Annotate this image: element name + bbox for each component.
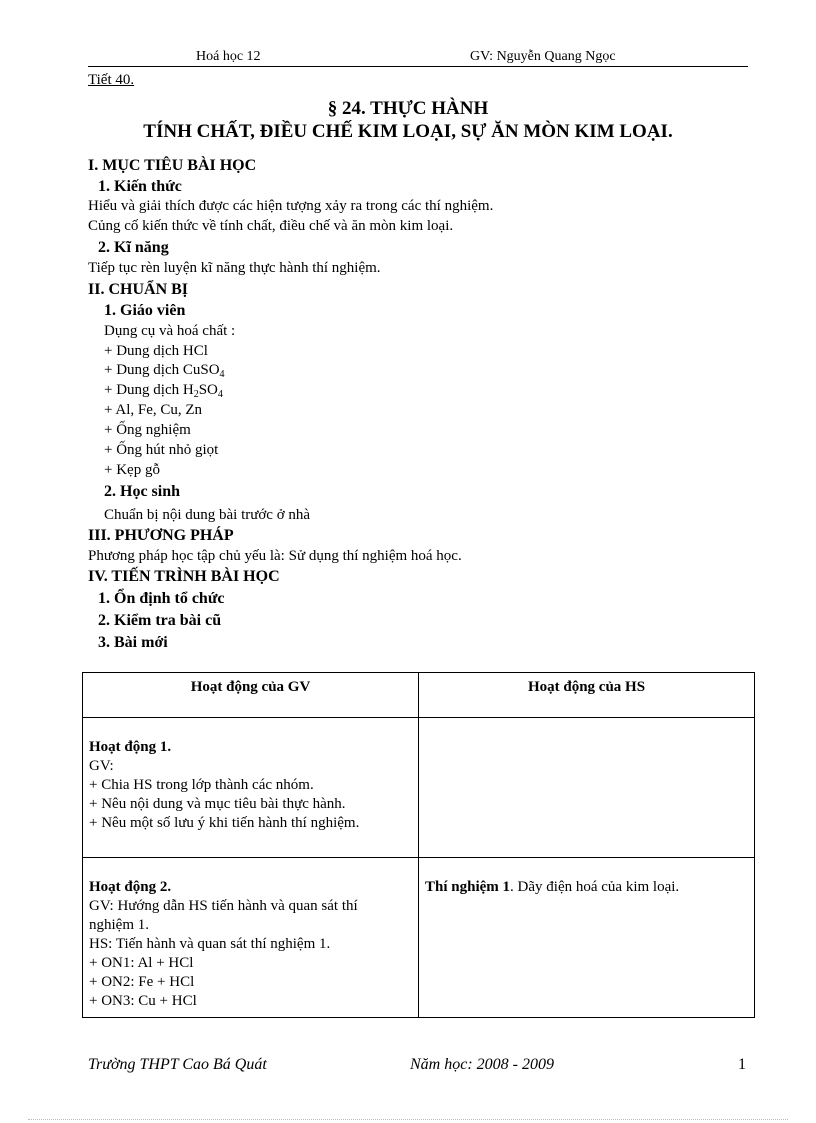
experiment-1-label: Thí nghiệm 1 [425,879,511,895]
supply-item: + Dung dịch HCl [104,343,208,359]
section3-line: Phương pháp học tập chủ yếu là: Sử dụng thí nghiệm hoá học. [88,548,462,564]
supply-item: + Ống nghiệm [104,422,191,438]
header-teacher: GV: Nguyễn Quang Ngọc [470,49,616,64]
supply-item: + Dung dịch $H_2SO_4$ [104,382,223,400]
section4-step: 2. Kiểm tra bài cũ [98,612,222,629]
section2-intro: Dụng cụ và hoá chất : [104,323,236,339]
row1-line: GV: [89,758,114,774]
page-bottom-divider [28,1119,788,1120]
table-row [83,858,755,1018]
row1-line: + Chia HS trong lớp thành các nhóm. [89,777,314,793]
section1-line: Củng cố kiến thức về tính chất, điều chế và ăn mòn kim loại. [88,218,454,234]
row2-gv-cell [83,858,419,1018]
footer-school: Trường THPT Cao Bá Quát [88,1056,267,1073]
section1-heading: I. MỤC TIÊU BÀI HỌC [88,157,257,174]
row2-hs-cell [419,858,755,1018]
section1-sub2-line: Tiếp tục rèn luyện kĩ năng thực hành thí nghiệm. [88,260,381,276]
row2-line: + ON3: Cu + HCl [89,993,197,1009]
row1-line: + Nêu một số lưu ý khi tiến hành thí nghiệm. [89,815,360,831]
supply-item: + Al, Fe, Cu, Zn [104,402,203,418]
title-line1: § 24. THỰC HÀNH [327,98,489,119]
experiment-1-desc: . Dãy điện hoá của kim loại. [510,879,680,895]
section1-sub1: 1. Kiến thức [98,178,182,195]
section1-sub2: 2. Kĩ năng [98,239,169,256]
footer-year: Năm học: 2008 - 2009 [410,1056,554,1073]
section2-student-line: Chuẩn bị nội dung bài trước ở nhà [104,507,311,523]
header-subject: Hoá học 12 [196,49,261,64]
section4-heading: IV. TIẾN TRÌNH BÀI HỌC [88,568,280,585]
section2-sub1: 1. Giáo viên [104,302,186,319]
section3-heading: III. PHƯƠNG PHÁP [88,527,234,544]
col1-header: Hoạt động của GV [83,673,419,718]
activity-table [82,672,755,1018]
row1-hs-cell [419,718,755,858]
row1-title: Hoạt động 1. [89,739,172,755]
section4-step: 3. Bài mới [98,634,168,651]
experiment-1-line [425,878,748,897]
supply-item: + Ống hút nhỏ giọt [104,442,219,458]
supply-item: + Kẹp gỗ [104,462,160,478]
row1-line: + Nêu nội dung và mục tiêu bài thực hành. [89,796,346,812]
table-header-row [83,673,755,718]
supply-item: + Dung dịch CuSO$_4$ [104,362,225,380]
row2-line: GV: Hướng dẫn HS tiến hành và quan sát thí [89,898,358,914]
row2-title: Hoạt động 2. [89,879,172,895]
header-rule [88,66,748,67]
table-row [83,718,755,858]
row2-line: + ON2: Fe + HCl [89,974,195,990]
row2-line: + ON1: Al + HCl [89,955,194,971]
section4-step: 1. Ổn định tổ chức [98,590,225,607]
section2-sub2: 2. Học sinh [104,483,181,500]
title-line2: TÍNH CHẤT, ĐIỀU CHẾ KIM LOẠI, SỰ ĂN MÒN KIM LOẠI. [143,121,673,142]
page-number: 1 [738,1056,746,1073]
col2-header: Hoạt động của HS [419,673,755,718]
row1-gv-cell [83,718,419,858]
section1-line: Hiểu và giải thích được các hiện tượng xảy ra trong các thí nghiệm. [88,198,494,214]
row2-line: HS: Tiến hành và quan sát thí nghiệm 1. [89,936,331,952]
section2-heading: II. CHUẨN BỊ [88,281,189,298]
row2-line: nghiệm 1. [89,917,149,933]
lesson-number: Tiết 40. [88,72,135,88]
